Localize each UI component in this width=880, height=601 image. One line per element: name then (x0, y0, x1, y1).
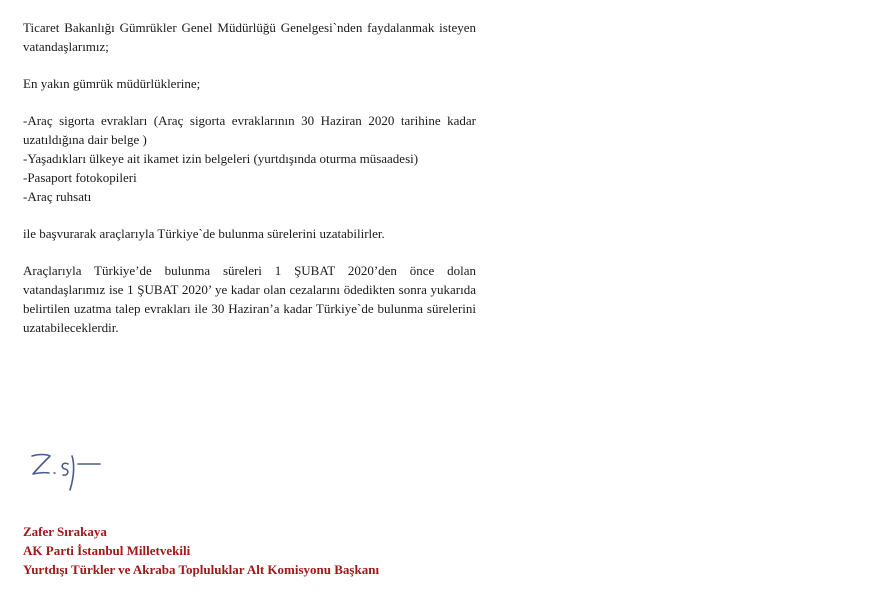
list-item: -Pasaport fotokopileri (23, 170, 137, 185)
letter-body (23, 18, 476, 337)
handwritten-signature (22, 442, 132, 504)
signature-icon (22, 442, 132, 504)
lead-line: En yakın gümrük müdürlüklerine; (23, 76, 201, 91)
list-item: -Yaşadıkları ülkeye ait ikamet izin belgeleri (yurtdışında oturma müsaadesi) (23, 151, 419, 166)
signer-block (23, 522, 379, 579)
signer-role: AK Parti İstanbul Milletvekili (23, 543, 191, 558)
list-item: -Araç sigorta evrakları (Araç sigorta evraklarının 30 Haziran 2020 tarihine kadar uzatıldığına dair belge ) (23, 113, 476, 147)
intro-paragraph: Ticaret Bakanlığı Gümrükler Genel Müdürlüğü Genelgesi`nden faydalanmak isteyen vatandaşlarımız; (23, 20, 476, 54)
signer-name: Zafer Sırakaya (23, 524, 107, 539)
action-paragraph: ile başvurarak araçlarıyla Türkiye`de bulunma sürelerini uzatabilirler. (23, 226, 385, 241)
closing-paragraph: Araçlarıyla Türkiye’de bulunma süreleri 1 ŞUBAT 2020’den önce dolan vatandaşlarımız ise 1 ŞUBAT 2020’ ye kadar olan cezalarını ödedikten sonra yukarıda belirtilen uzatma talep evrakları ile 30 Haziran’a kadar Türkiye`de bulunma sürelerini uzatabileceklerdir. (23, 263, 476, 335)
signer-office: Yurtdışı Türkler ve Akraba Topluluklar Alt Komisyonu Başkanı (23, 562, 380, 577)
list-item: -Araç ruhsatı (23, 189, 92, 204)
